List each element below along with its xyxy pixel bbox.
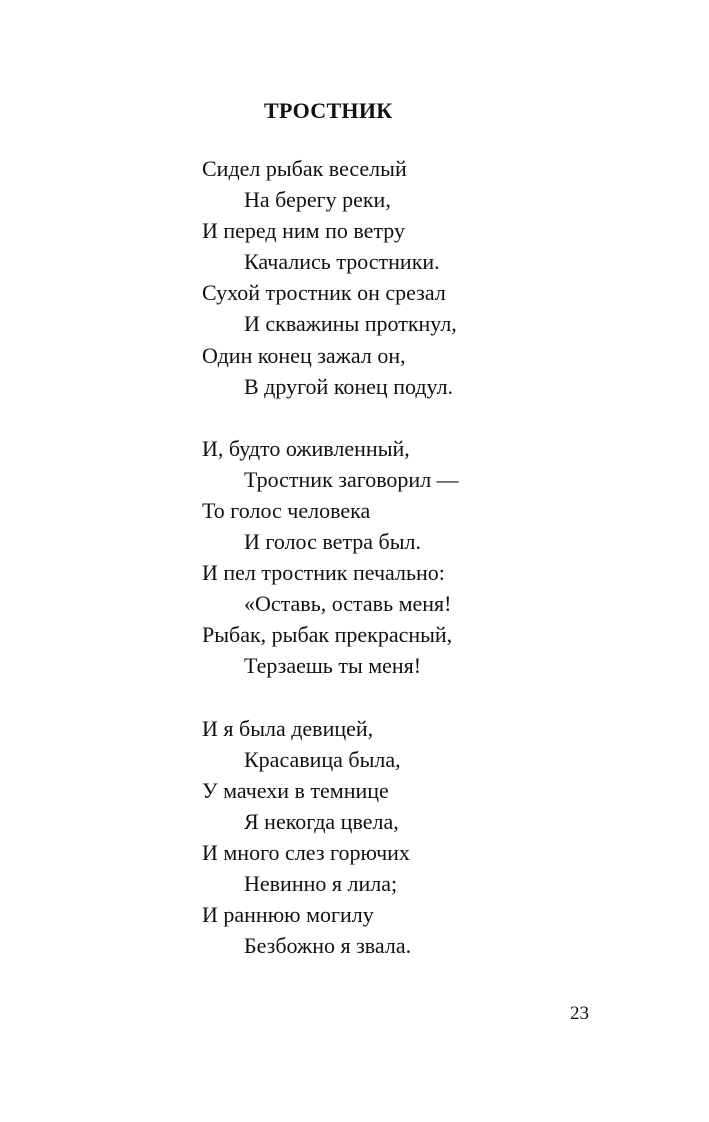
poem-line: И раннюю могилу — [202, 902, 374, 928]
poem-line: «Оставь, оставь меня! — [244, 591, 452, 617]
poem-line: И я была девицей, — [202, 715, 374, 741]
poem-line: И скважины проткнул, — [244, 311, 457, 337]
poem-line: И, будто оживленный, — [202, 435, 410, 461]
poem-line: И голос ветра был. — [244, 529, 421, 555]
poem-line: Сухой тростник он срезал — [202, 280, 446, 306]
poem-line: И много слез горючих — [202, 839, 410, 865]
poem-line: Красавица была, — [244, 746, 401, 772]
stanza-3 — [202, 713, 622, 962]
poem-line: Тростник заговорил — — [244, 466, 459, 492]
poem-body — [202, 153, 622, 992]
poem-line: Терзаешь ты меня! — [244, 653, 422, 679]
poem-line: У мачехи в темнице — [202, 777, 389, 803]
poem-line: Я некогда цвела, — [244, 808, 399, 834]
poem-line: То голос человека — [202, 497, 371, 523]
poem-line: В другой конец подул. — [244, 373, 454, 399]
poem-line: На берегу реки, — [244, 187, 391, 213]
poem-line: Качались тростники. — [244, 249, 440, 275]
poem-title: ТРОСТНИК — [264, 98, 393, 123]
poem-line: И пел тростник печально: — [202, 560, 445, 586]
stanza-1 — [202, 153, 622, 402]
page-number: 23 — [570, 1003, 589, 1024]
poem-line: Сидел рыбак веселый — [202, 156, 407, 181]
poem-line: Рыбак, рыбак прекрасный, — [202, 622, 453, 648]
poem-line: Невинно я лила; — [244, 870, 398, 896]
poem-line: И перед ним по ветру — [202, 218, 405, 244]
poem-line: Безбожно я звала. — [244, 933, 412, 959]
stanza-2 — [202, 433, 622, 682]
poem-line: Один конец зажал он, — [202, 342, 406, 368]
